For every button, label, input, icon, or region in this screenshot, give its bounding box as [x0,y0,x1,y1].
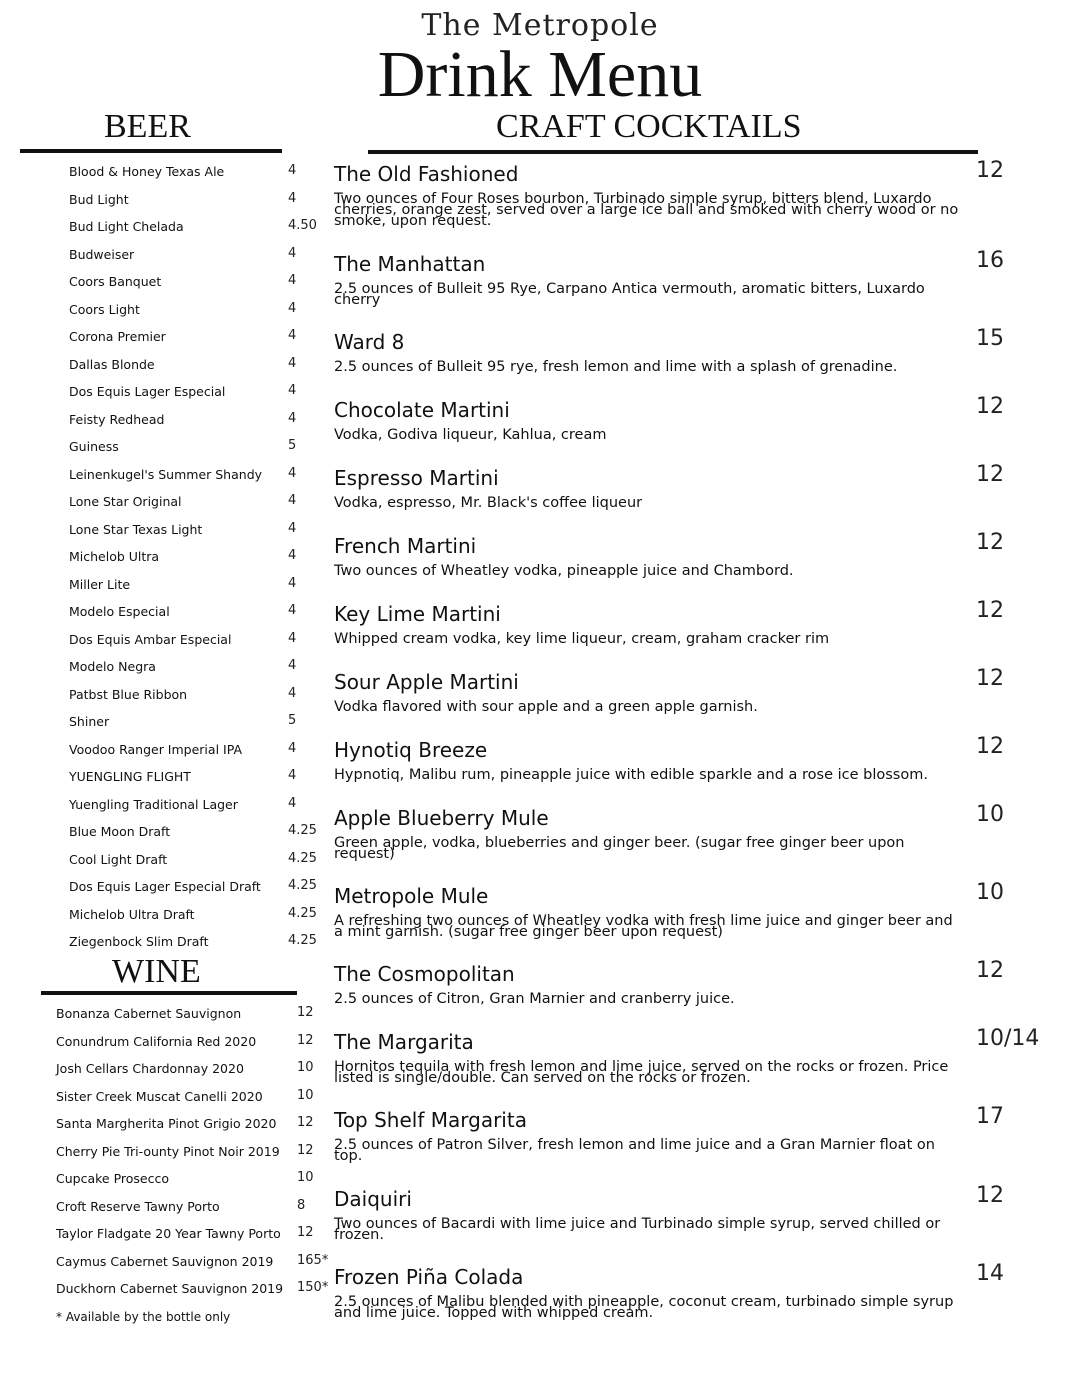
wine-heading: WINE [112,953,201,990]
beer-item-name: Blue Moon Draft [69,824,171,839]
cocktail-name: Top Shelf Margarita [334,1108,527,1132]
beer-item-price: 4 [288,795,297,811]
beer-item-price: 4.25 [288,905,317,921]
cocktail-item [334,1030,974,1084]
cocktail-item [334,1108,974,1162]
cocktail-item [334,806,974,860]
wine-item-price: 12 [297,1032,314,1048]
cocktail-name: Hynotiq Breeze [334,738,488,762]
cocktail-item [334,466,974,509]
cocktail-description: Vodka flavored with sour apple and a green apple garnish. [334,699,758,715]
beer-item-name: Modelo Negra [69,659,156,674]
venue-name: The Metropole [421,8,659,43]
cocktail-price: 12 [976,462,1004,487]
beer-item-name: Miller Lite [69,576,131,592]
wine-item-price: 12 [297,1142,314,1158]
cocktail-description: 2.5 ounces of Citron, Gran Marnier and cranberry juice. [334,991,735,1007]
wine-item-price: 12 [297,1115,314,1130]
cocktail-price: 12 [976,734,1004,759]
beer-item-name: Voodoo Ranger Imperial IPA [69,741,242,757]
beer-item-name: Blood & Honey Texas Ale [69,164,225,179]
beer-divider [20,149,282,153]
cocktail-description: Vodka, espresso, Mr. Black's coffee liqueur [334,495,643,511]
cocktail-name: The Margarita [334,1030,474,1054]
cocktail-item [334,1265,974,1319]
cocktail-name: Espresso Martini [334,466,499,490]
beer-item-name: Corona Premier [69,329,166,344]
cocktail-price: 12 [976,158,1004,183]
wine-divider [41,991,297,995]
cocktail-description: Two ounces of Four Roses bourbon, Turbinado simple syrup, bitters blend, Luxardo cherries, orange zest, served over a large ice ball and smoked with cherry wood or no smoke, upon request. [334,191,959,229]
beer-item-price: 4 [288,190,297,206]
cocktail-description: Green apple, vodka, blueberries and ginger beer. (sugar free ginger beer upon request) [334,835,905,862]
cocktail-name: Key Lime Martini [334,602,501,626]
cocktail-price: 10 [976,880,1004,905]
wine-item-name: Sister Creek Muscat Canelli 2020 [56,1088,263,1104]
beer-item-price: 4 [288,300,297,316]
cocktail-price: 12 [976,530,1004,555]
beer-item-name: Cool Light Draft [69,851,168,867]
beer-item-price: 4 [288,493,297,508]
cocktail-item [334,398,974,441]
beer-item-name: Modelo Especial [69,604,170,619]
cocktail-description: 2.5 ounces of Malibu blended with pineapple, coconut cream, turbinado simple syrup and lime juice. Topped with whipped cream. [334,1294,954,1321]
cocktails-heading: CRAFT COCKTAILS [496,108,802,145]
beer-item-price: 4 [288,548,297,563]
beer-item-price: 4 [288,163,297,178]
wine-item-name: Santa Margherita Pinot Grigio 2020 [56,1116,277,1131]
cocktail-item [334,534,974,577]
beer-item-price: 4 [288,245,297,261]
cocktail-name: The Old Fashioned [334,162,519,186]
cocktail-price: 12 [976,394,1004,419]
beer-item-name: Shiner [69,714,110,729]
beer-item-name: Lone Star Texas Light [69,521,203,537]
cocktail-item [334,738,974,781]
cocktail-name: The Manhattan [334,252,486,276]
cocktail-description: Hypnotiq, Malibu rum, pineapple juice with edible sparkle and a rose ice blossom. [334,767,928,783]
beer-item-price: 4 [288,603,297,618]
cocktail-name: The Cosmopolitan [334,962,515,986]
cocktail-price: 12 [976,666,1004,691]
wine-item-name: Cherry Pie Tri-ounty Pinot Noir 2019 [56,1143,280,1159]
cocktail-item [334,162,974,227]
wine-item-price: 150* [297,1280,329,1295]
wine-item-price: 8 [297,1197,306,1213]
cocktail-description: 2.5 ounces of Bulleit 95 rye, fresh lemon and lime with a splash of grenadine. [334,359,898,375]
cocktail-price: 12 [976,1183,1004,1208]
cocktail-name: Apple Blueberry Mule [334,806,549,830]
wine-item-name: Cupcake Prosecco [56,1171,170,1186]
cocktail-name: Daiquiri [334,1187,412,1211]
wine-item-name: Josh Cellars Chardonnay 2020 [56,1061,244,1076]
beer-item-price: 4 [288,410,297,426]
cocktail-item [334,884,974,938]
beer-item-name: Budweiser [69,246,135,262]
beer-item-name: Michelob Ultra Draft [69,906,195,922]
cocktail-price: 15 [976,326,1004,351]
wine-item-price: 10 [297,1170,314,1185]
wine-item-price: 10 [297,1060,314,1075]
wine-item-name: Conundrum California Red 2020 [56,1033,257,1049]
cocktail-description: Whipped cream vodka, key lime liqueur, cream, graham cracker rim [334,631,830,647]
beer-item-name: Lone Star Original [69,494,182,509]
page-title: Drink Menu [377,38,703,111]
cocktail-description: Two ounces of Bacardi with lime juice and Turbinado simple syrup, served chilled or frozen. [334,1216,941,1243]
bottle-only-note: * Available by the bottle only [56,1310,231,1324]
cocktail-price: 14 [976,1261,1004,1286]
cocktail-item [334,670,974,713]
beer-item-price: 4.25 [288,850,317,866]
wine-item-name: Caymus Cabernet Sauvignon 2019 [56,1253,274,1269]
beer-heading: BEER [104,108,191,145]
cocktail-name: Ward 8 [334,330,405,354]
beer-item-name: Patbst Blue Ribbon [69,686,188,702]
beer-item-name: Dallas Blonde [69,356,155,372]
beer-item-name: Coors Light [69,301,140,317]
beer-item-name: Feisty Redhead [69,411,165,427]
cocktail-description: Two ounces of Wheatley vodka, pineapple juice and Chambord. [334,563,794,579]
cocktail-description: 2.5 ounces of Patron Silver, fresh lemon and lime juice and a Gran Marnier float on top. [334,1137,935,1164]
cocktail-item [334,1187,974,1241]
beer-item-price: 4 [288,740,297,756]
cocktail-item [334,602,974,645]
beer-item-name: YUENGLING FLIGHT [69,769,191,784]
cocktail-description: Hornitos tequila with fresh lemon and lime juice, served on the rocks or frozen. Price listed is single/double. Can served on the rocks or frozen. [334,1059,949,1086]
cocktail-name: Frozen Piña Colada [334,1265,524,1289]
cocktail-price: 10/14 [976,1026,1040,1051]
wine-item-name: Croft Reserve Tawny Porto [56,1198,220,1214]
beer-item-price: 4.25 [288,823,317,838]
wine-item-name: Taylor Fladgate 20 Year Tawny Porto [56,1226,281,1241]
beer-item-name: Dos Equis Ambar Especial [69,631,232,647]
wine-item-name: Duckhorn Cabernet Sauvignon 2019 [56,1281,284,1296]
beer-item-price: 4 [288,383,297,398]
cocktail-price: 17 [976,1104,1004,1129]
cocktail-price: 12 [976,598,1004,623]
cocktail-name: Chocolate Martini [334,398,510,422]
cocktail-price: 16 [976,248,1004,273]
beer-item-price: 4 [288,465,297,481]
beer-item-price: 4 [288,520,297,536]
cocktail-item [334,252,974,306]
cocktail-price: 10 [976,802,1004,827]
wine-item-price: 10 [297,1087,314,1103]
beer-item-price: 4 [288,355,297,371]
cocktail-name: Metropole Mule [334,884,489,908]
beer-item-name: Guiness [69,439,119,454]
cocktail-item [334,962,974,1005]
beer-item-name: Bud Light Chelada [69,219,184,234]
beer-item-price: 4 [288,768,297,783]
wine-item-name: Bonanza Cabernet Sauvignon [56,1006,242,1021]
beer-item-price: 5 [288,713,297,728]
beer-item-price: 5 [288,438,297,453]
beer-item-price: 4 [288,575,297,591]
cocktail-description: 2.5 ounces of Bulleit 95 Rye, Carpano Antica vermouth, aromatic bitters, Luxardo cherry [334,281,925,308]
cocktail-name: Sour Apple Martini [334,670,519,694]
beer-item-price: 4 [288,328,297,343]
beer-item-price: 4.25 [288,878,317,893]
cocktail-price: 12 [976,958,1004,983]
beer-item-price: 4 [288,273,297,288]
cocktail-description: A refreshing two ounces of Wheatley vodka with fresh lime juice and ginger beer and a mint garnish. (sugar free ginger beer upon request) [334,913,953,940]
beer-item-name: Michelob Ultra [69,549,160,564]
beer-item-name: Bud Light [69,191,129,207]
beer-item-price: 4 [288,685,297,701]
beer-item-name: Coors Banquet [69,274,162,289]
beer-item-name: Yuengling Traditional Lager [69,796,238,812]
beer-item-price: 4 [288,630,297,646]
wine-item-price: 165* [297,1252,329,1268]
cocktail-description: Vodka, Godiva liqueur, Kahlua, cream [334,427,607,443]
cocktail-item [334,330,974,373]
beer-item-name: Ziegenbock Slim Draft [69,934,209,949]
beer-item-price: 4.50 [288,218,317,233]
beer-item-name: Dos Equis Lager Especial [69,384,226,399]
beer-item-name: Dos Equis Lager Especial Draft [69,879,261,894]
beer-item-price: 4.25 [288,933,317,948]
cocktails-divider [368,150,978,154]
beer-item-price: 4 [288,658,297,673]
wine-item-price: 12 [297,1225,314,1240]
beer-item-name: Leinenkugel's Summer Shandy [69,466,263,482]
wine-item-price: 12 [297,1005,314,1020]
cocktail-name: French Martini [334,534,477,558]
